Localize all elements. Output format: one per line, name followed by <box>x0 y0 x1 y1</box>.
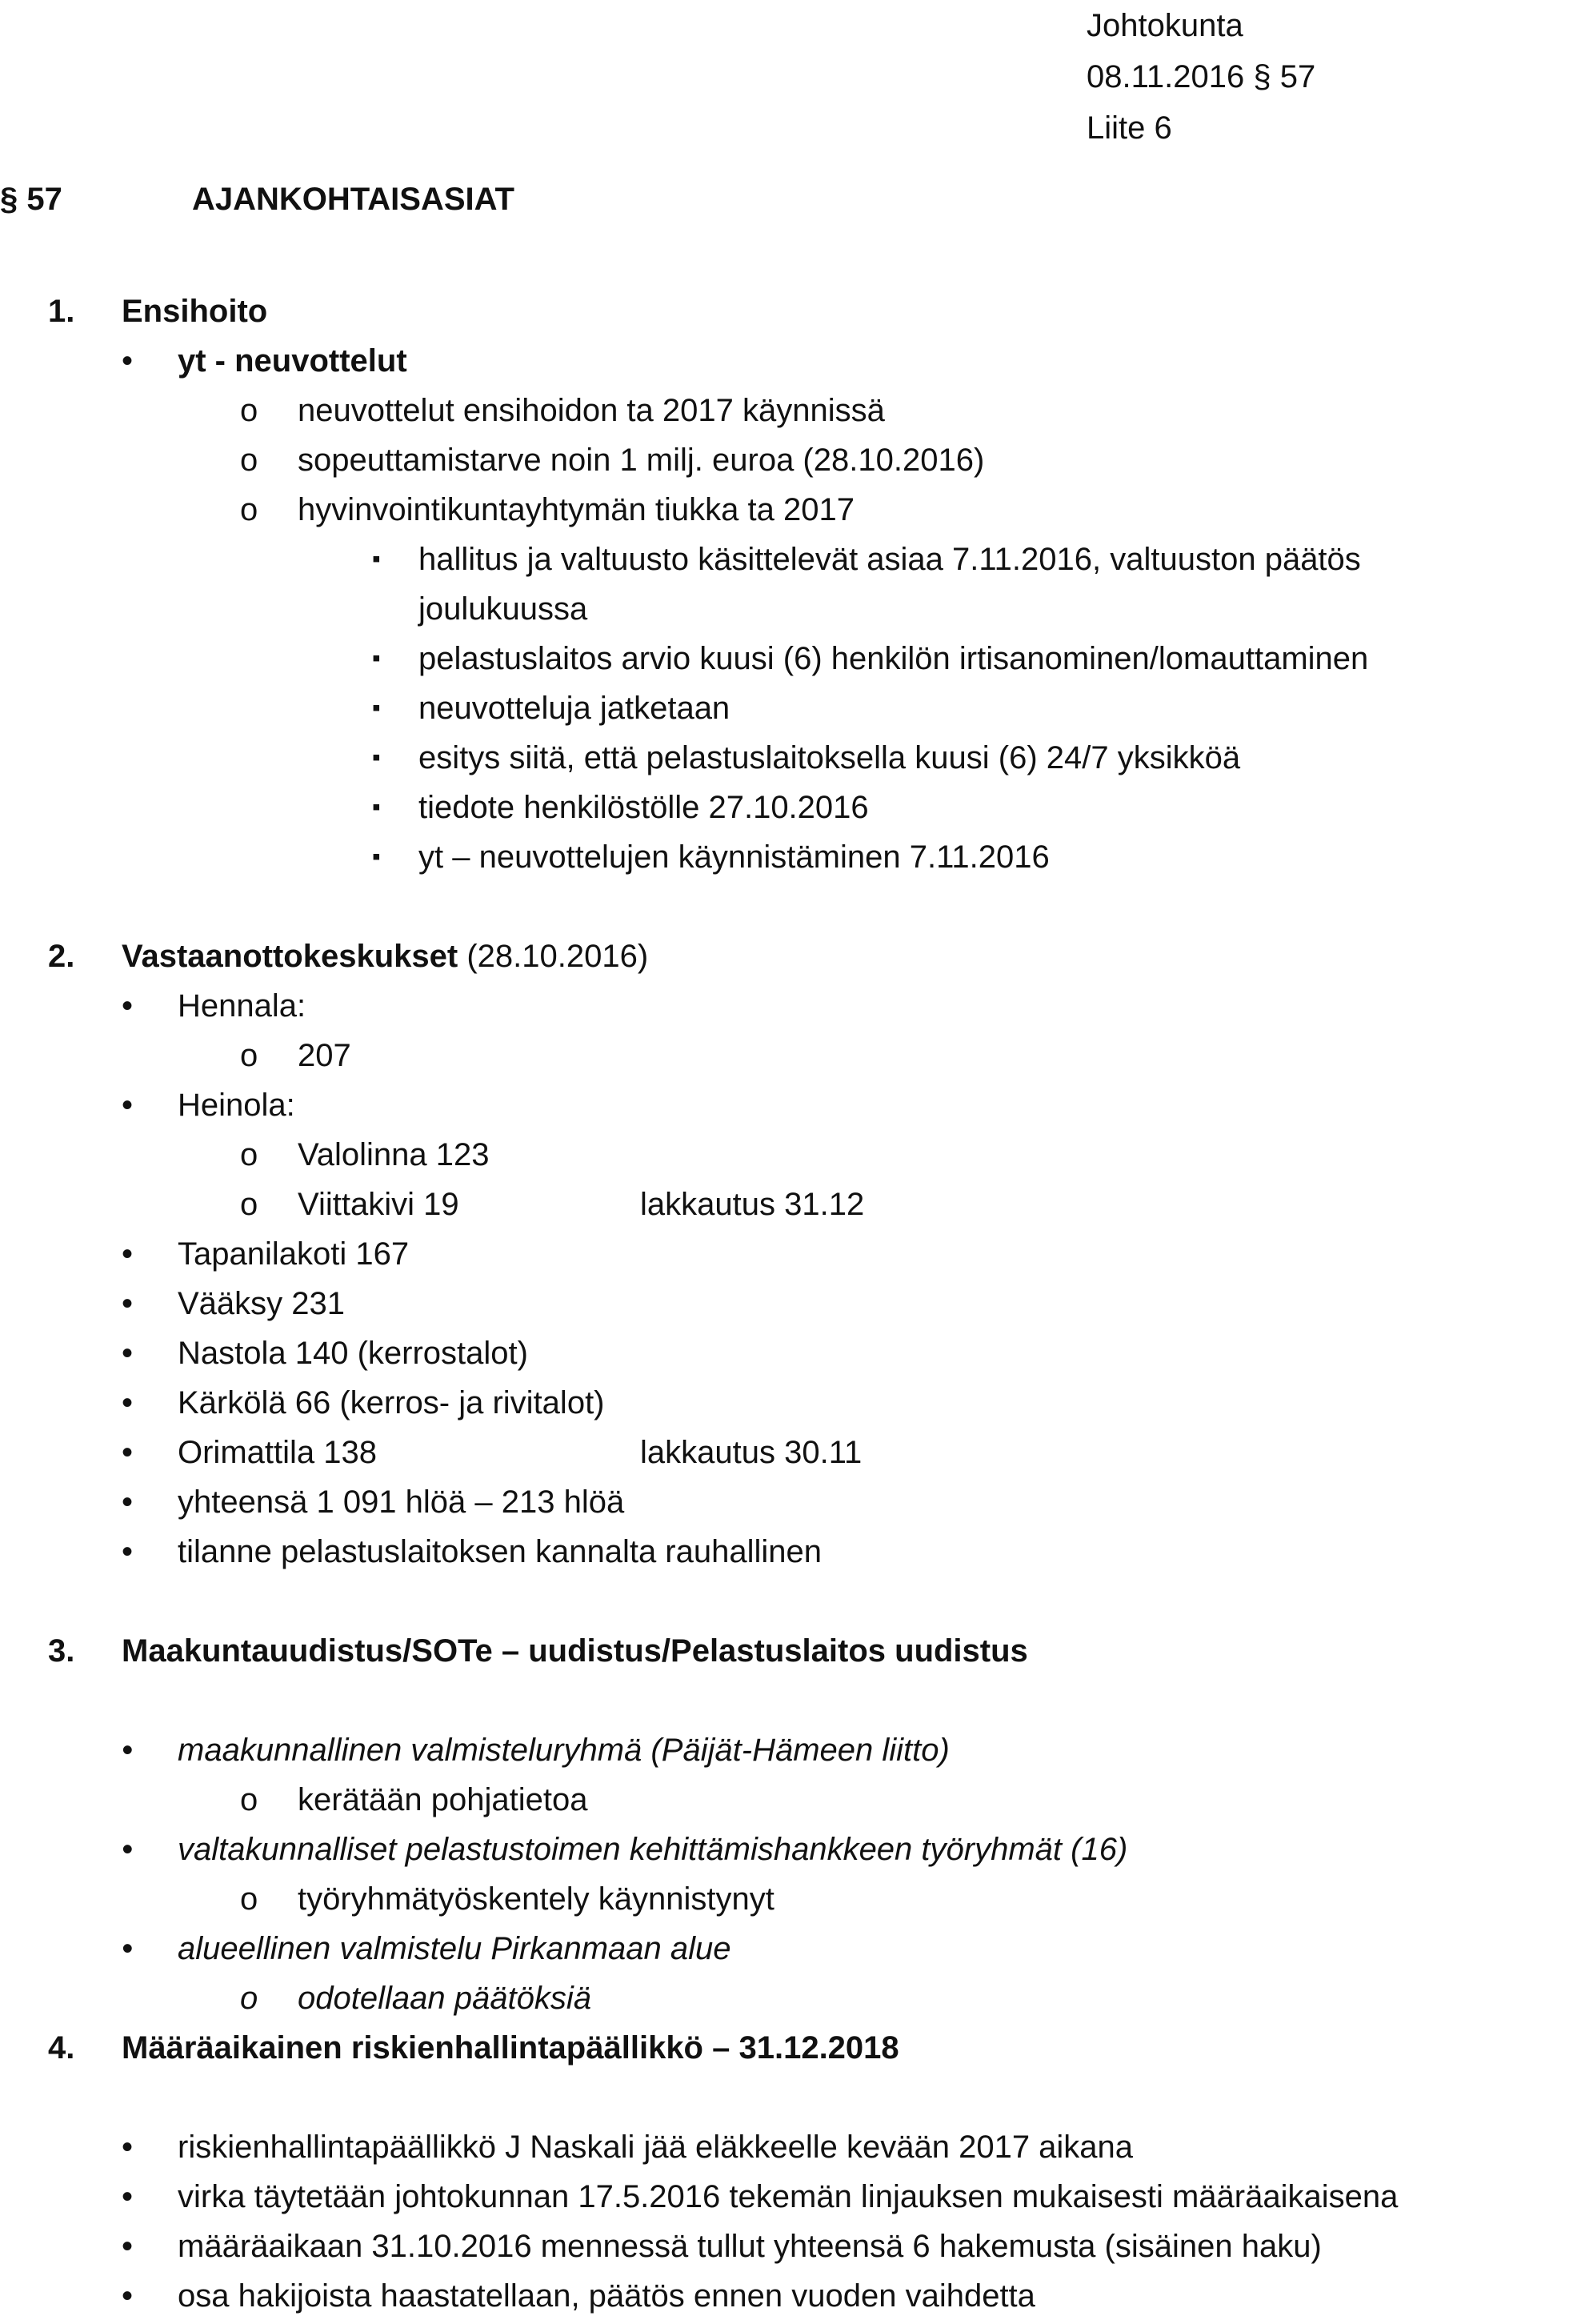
item-riskienhallintapaallikko <box>48 2023 1568 2321</box>
header-body: Johtokunta <box>1087 8 1243 43</box>
item-heading <box>48 932 1568 981</box>
item-heading <box>48 1626 1568 1676</box>
list-item: ▪ esitys siitä, että pelastuslaitoksella kuusi (6) 24/7 yksikköä <box>48 733 1568 783</box>
list-item: • valtakunnalliset pelastustoimen kehittämishankkeen työryhmät (16) <box>48 1825 1568 1874</box>
list-item: ▪ tiedote henkilöstölle 27.10.2016 <box>48 783 1568 832</box>
sub-list <box>48 1130 1568 1229</box>
list-item: o työryhmätyöskentely käynnistynyt <box>48 1874 1568 1924</box>
item-title: Vastaanottokeskukset <box>122 939 458 974</box>
item-vastaanottokeskukset <box>48 932 1568 1577</box>
sub-sub-list <box>48 535 1568 584</box>
item-number: 3. <box>48 1633 75 1669</box>
list-item <box>48 336 1568 386</box>
bullet-list <box>48 2122 1568 2321</box>
item-number: 4. <box>48 2030 75 2066</box>
sub-list <box>48 1775 1568 1825</box>
list-item: o Valolinna 123 <box>48 1130 1568 1180</box>
item-ensihoito <box>48 286 1568 882</box>
list-item: o 207 <box>48 1031 1568 1080</box>
list-item: ▪ hallitus ja valtuusto käsittelevät asiaa 7.11.2016, valtuuston päätös <box>48 535 1568 584</box>
item-number: 2. <box>48 939 75 974</box>
bullet-text: yt - neuvottelut <box>178 343 407 379</box>
item-title: Määräaikainen riskienhallintapäällikkö – 31.12.2018 <box>122 2030 899 2066</box>
list-item: • Vääksy 231 <box>48 1279 1568 1328</box>
list-item: • määräaikaan 31.10.2016 mennessä tullut yhteensä 6 hakemusta (sisäinen haku) <box>48 2222 1568 2271</box>
closure-note: lakkautus 30.11 <box>640 1435 863 1470</box>
bullet-list <box>48 1725 1568 1775</box>
list-item: • alueellinen valmistelu Pirkanmaan alue <box>48 1924 1568 1973</box>
header-attachment: Liite 6 <box>1087 110 1172 146</box>
list-item: • Nastola 140 (kerrostalot) <box>48 1328 1568 1378</box>
sub-sub-list <box>48 634 1568 882</box>
bullet-list <box>48 1924 1568 1973</box>
list-item: ▪ neuvotteluja jatketaan <box>48 683 1568 733</box>
bullet-list <box>48 1080 1568 1130</box>
list-item: o sopeuttamistarve noin 1 milj. euroa (28.10.2016) <box>48 435 1568 485</box>
list-item: • maakunnallinen valmisteluryhmä (Päijät-Hämeen liitto) <box>48 1725 1568 1775</box>
list-item: ▪ yt – neuvottelujen käynnistäminen 7.11.2016 <box>48 832 1568 882</box>
list-item <box>48 1180 1568 1229</box>
bullet-list <box>48 336 1568 386</box>
item-title: Ensihoito <box>122 294 268 329</box>
closure-note: lakkautus 31.12 <box>640 1187 865 1222</box>
sub-list <box>48 1874 1568 1924</box>
list-item: • Heinola: <box>48 1080 1568 1130</box>
list-item: • riskienhallintapäällikkö J Naskali jää eläkkeelle kevään 2017 aikana <box>48 2122 1568 2172</box>
header-date: 08.11.2016 § 57 <box>1087 59 1316 94</box>
list-item: o hyvinvointikuntayhtymän tiukka ta 2017 <box>48 485 1568 535</box>
item-maakuntauudistus <box>48 1626 1568 2023</box>
bullet-list <box>48 1229 1568 1577</box>
item-title-date: (28.10.2016) <box>458 939 649 974</box>
section-heading <box>0 174 514 224</box>
list-item: • virka täytetään johtokunnan 17.5.2016 tekemän linjauksen mukaisesti määräaikaisena <box>48 2172 1568 2222</box>
center-name: Orimattila 138 <box>178 1435 377 1470</box>
sub-list <box>48 1031 1568 1080</box>
list-item: o neuvottelut ensihoidon ta 2017 käynnissä <box>48 386 1568 435</box>
sub-list <box>48 1973 1568 2023</box>
sub-list <box>48 386 1568 535</box>
list-item: • osa hakijoista haastatellaan, päätös ennen vuoden vaihdetta <box>48 2271 1568 2321</box>
section-number: § 57 <box>0 182 62 217</box>
agenda-content <box>48 286 1568 2321</box>
item-heading <box>48 2023 1568 2073</box>
item-title: Maakuntauudistus/SOTe – uudistus/Pelastuslaitos uudistus <box>122 1633 1028 1669</box>
bullet-list <box>48 1825 1568 1874</box>
center-name: Viittakivi 19 <box>298 1187 459 1222</box>
document-header <box>1087 0 1315 154</box>
section-title: AJANKOHTAISASIAT <box>192 182 514 217</box>
list-item: • tilanne pelastuslaitoksen kannalta rauhallinen <box>48 1527 1568 1577</box>
list-item: • Tapanilakoti 167 <box>48 1229 1568 1279</box>
item-number: 1. <box>48 294 75 329</box>
list-item-continuation: joulukuussa <box>418 591 588 627</box>
item-heading <box>48 286 1568 336</box>
list-item <box>48 1428 1568 1477</box>
list-item: • Kärkölä 66 (kerros- ja rivitalot) <box>48 1378 1568 1428</box>
list-item: • Hennala: <box>48 981 1568 1031</box>
list-item: ▪ pelastuslaitos arvio kuusi (6) henkilön irtisanominen/lomauttaminen <box>48 634 1568 683</box>
list-item: • yhteensä 1 091 hlöä – 213 hlöä <box>48 1477 1568 1527</box>
list-item: o kerätään pohjatietoa <box>48 1775 1568 1825</box>
list-item: o odotellaan päätöksiä <box>48 1973 1568 2023</box>
bullet-list <box>48 981 1568 1031</box>
